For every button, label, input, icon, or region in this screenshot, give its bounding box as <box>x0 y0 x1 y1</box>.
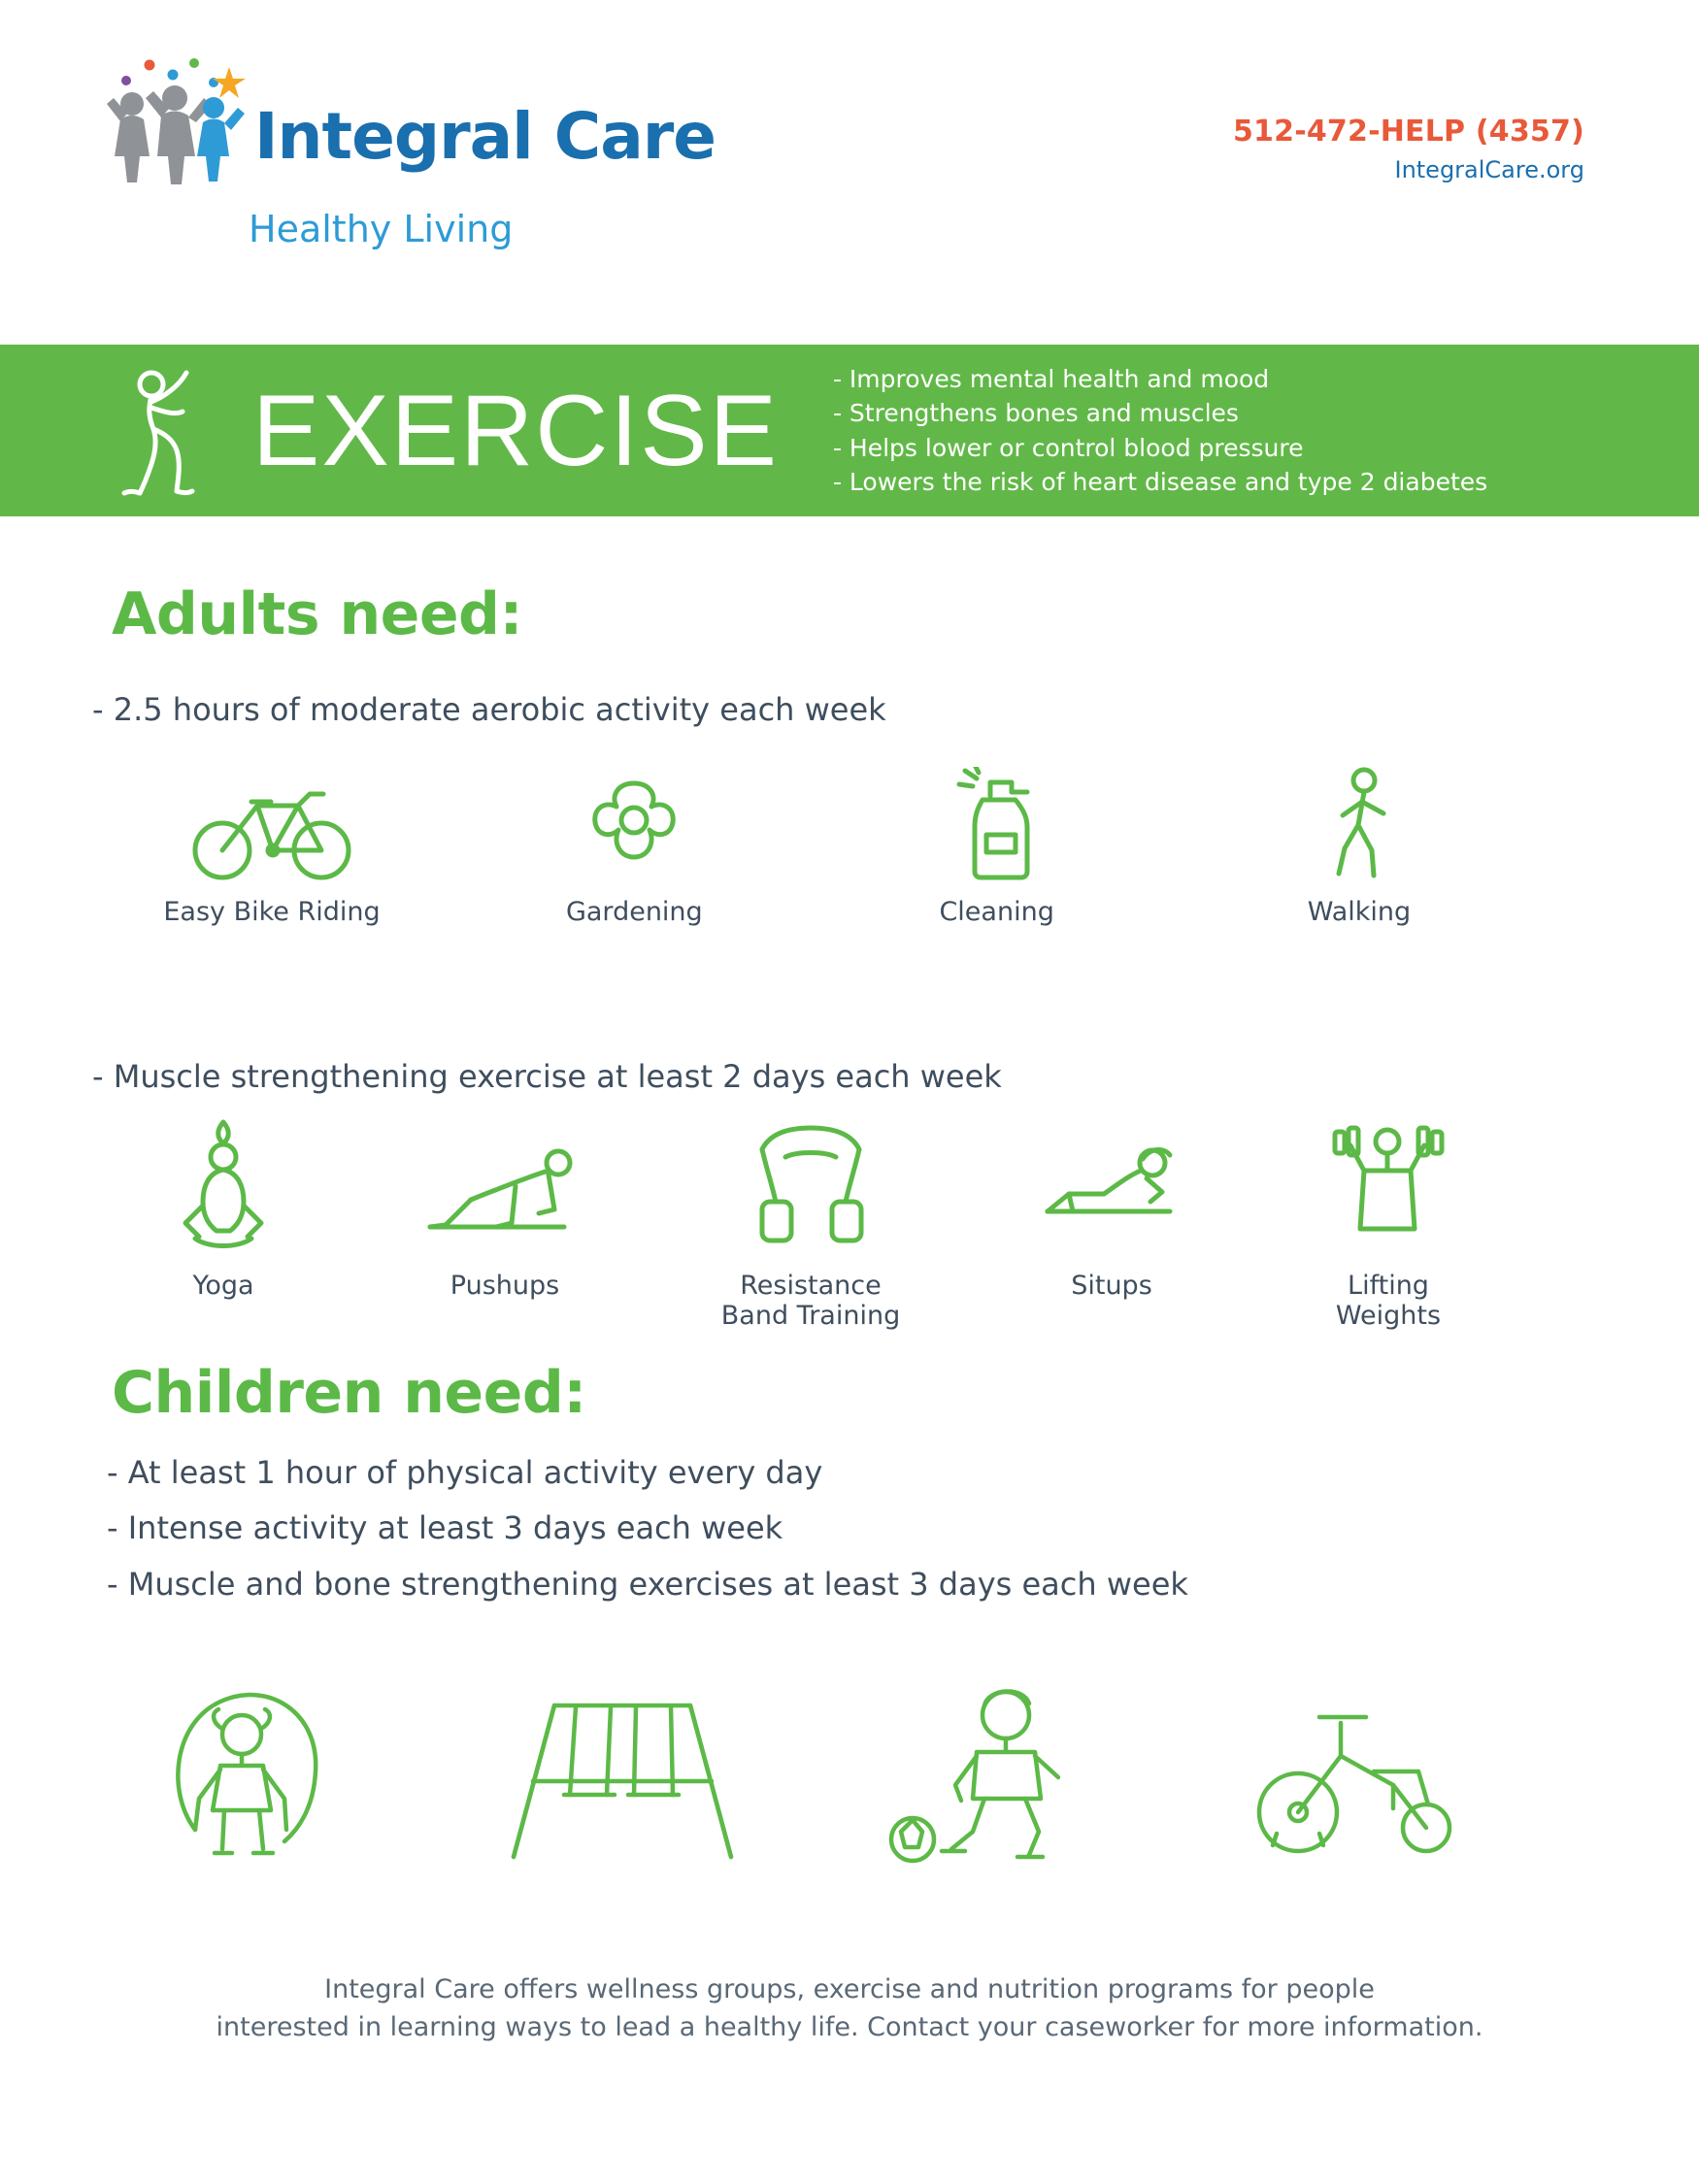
soccer-boy-icon <box>883 1684 1097 1869</box>
contact-info <box>1233 115 1584 183</box>
activity-item-lifting-weights <box>1291 1116 1485 1331</box>
activity-label-line1: Lifting <box>1348 1271 1429 1301</box>
children-line-2: - Intense activity at least 3 days each week <box>107 1509 783 1546</box>
child-activity-jump-rope <box>107 1684 398 1869</box>
activity-label: Gardening <box>565 897 703 927</box>
child-activity-swing <box>476 1684 767 1869</box>
flower-icon <box>576 767 692 883</box>
exercise-banner <box>0 345 1699 516</box>
stretching-person-icon <box>109 363 225 499</box>
activity-item-yoga <box>126 1116 320 1331</box>
activity-item-cleaning <box>871 767 1123 927</box>
activity-label-line1: Resistance <box>740 1271 882 1301</box>
logo-tagline: Healthy Living <box>249 208 514 250</box>
adults-strength-line: - Muscle strengthening exercise at least 2 days each week <box>92 1058 1002 1095</box>
bicycle-icon <box>189 767 354 883</box>
child-activity-soccer <box>845 1684 1136 1869</box>
activity-label: Yoga <box>192 1271 254 1301</box>
strength-icon-row <box>126 1116 1485 1331</box>
activity-label-line2: Band Training <box>720 1301 901 1332</box>
situp-icon <box>1034 1116 1189 1257</box>
logo-wordmark: Integral Care <box>254 99 716 174</box>
activity-item-pushups <box>393 1116 616 1331</box>
benefit-item: - Helps lower or control blood pressure <box>832 433 1304 462</box>
banner-benefit-list <box>833 362 1487 500</box>
activity-item-walking <box>1233 767 1485 927</box>
resistance-band-icon <box>743 1116 879 1257</box>
activity-label <box>721 1271 900 1331</box>
jump-rope-girl-icon <box>160 1684 345 1869</box>
spray-bottle-icon <box>944 767 1050 883</box>
activity-label: Easy Bike Riding <box>163 897 381 927</box>
adults-heading: Adults need: <box>112 580 522 648</box>
children-heading: Children need: <box>112 1359 586 1427</box>
children-icon-row <box>107 1684 1505 1869</box>
activity-item-resistance-band <box>689 1116 932 1331</box>
integral-care-logo-icon <box>105 53 250 184</box>
walking-person-icon <box>1316 767 1403 883</box>
dumbbell-lift-icon <box>1325 1116 1451 1257</box>
footer-line-2: interested in learning ways to lead a healthy life. Contact your caseworker for more information. <box>216 2012 1483 2043</box>
activity-label: Cleaning <box>939 897 1054 927</box>
brand-logo <box>105 53 843 250</box>
footer-note <box>0 1970 1699 2046</box>
swing-set-icon <box>500 1684 743 1869</box>
activity-item-bike <box>146 767 398 927</box>
activity-item-gardening <box>508 767 760 927</box>
benefit-item: - Improves mental health and mood <box>832 364 1270 393</box>
pushup-icon <box>422 1116 587 1257</box>
child-activity-tricycle <box>1214 1684 1505 1869</box>
children-line-3: - Muscle and bone strengthening exercises at least 3 days each week <box>107 1566 1188 1603</box>
benefit-item: - Strengthens bones and muscles <box>832 399 1239 427</box>
tricycle-icon <box>1248 1684 1471 1869</box>
activity-label: Walking <box>1307 897 1412 927</box>
banner-title: EXERCISE <box>252 374 779 487</box>
aerobic-icon-row <box>146 767 1485 927</box>
activity-label: Pushups <box>450 1271 560 1301</box>
activity-item-situps <box>1005 1116 1218 1331</box>
yoga-pose-icon <box>170 1116 277 1257</box>
adults-aerobic-line: - 2.5 hours of moderate aerobic activity each week <box>92 691 886 728</box>
footer-line-1: Integral Care offers wellness groups, exercise and nutrition programs for people <box>324 1974 1375 2004</box>
activity-label-line2: Weights <box>1335 1301 1442 1332</box>
website-link[interactable]: IntegralCare.org <box>1394 156 1584 183</box>
phone-number[interactable]: 512-472-HELP (4357) <box>1232 115 1584 149</box>
activity-label <box>1336 1271 1441 1331</box>
children-line-1: - At least 1 hour of physical activity every day <box>107 1454 823 1491</box>
benefit-item: - Lowers the risk of heart disease and type 2 diabetes <box>832 468 1488 496</box>
activity-label: Situps <box>1071 1271 1152 1301</box>
page-header <box>0 0 1699 320</box>
